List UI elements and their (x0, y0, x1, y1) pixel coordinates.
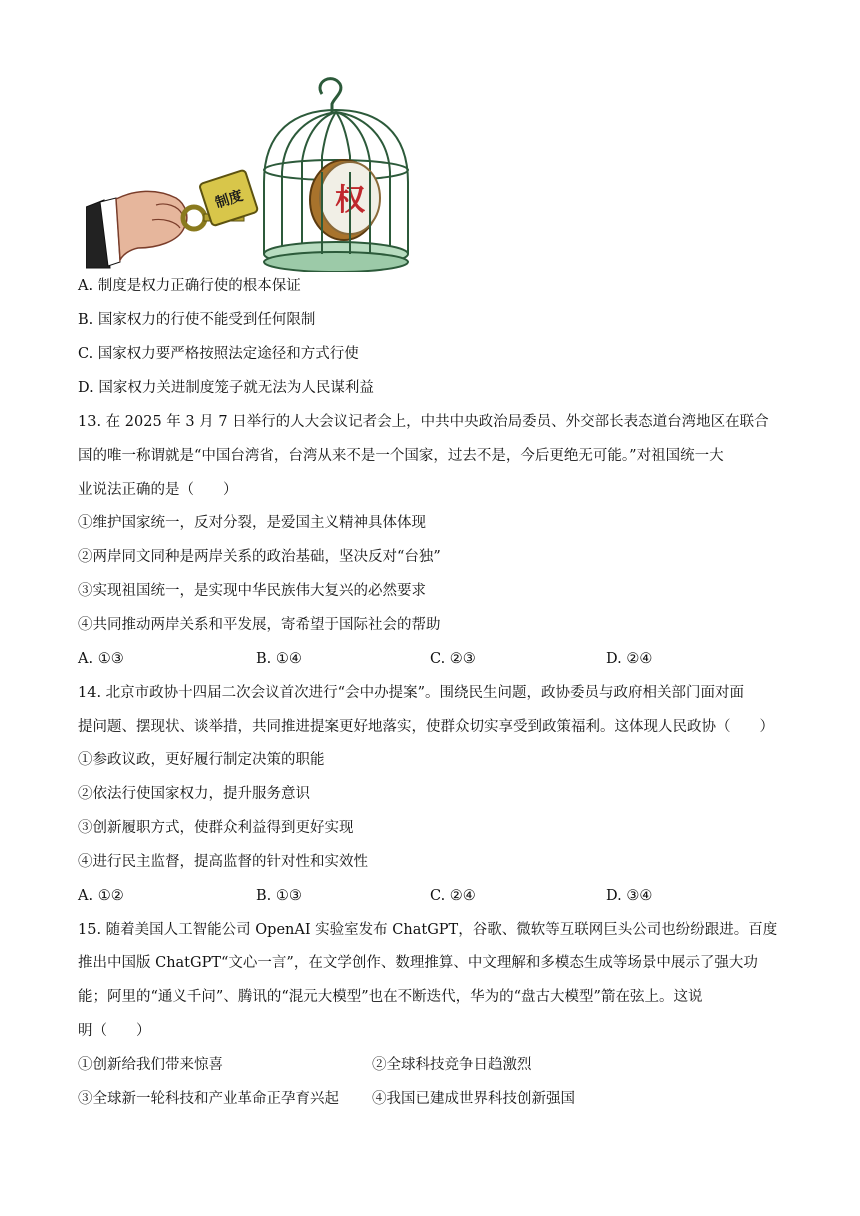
q13-statement-1: ①维护国家统一，反对分裂，是爱国主义精神具体体现 (78, 515, 426, 531)
cartoon-power-in-cage (86, 72, 446, 272)
q13-choice-a: A. ①③ (78, 651, 124, 667)
q14-statement-4: ④进行民主监督，提高监督的针对性和实效性 (78, 854, 368, 870)
hand-shape (116, 191, 187, 260)
q14-statement-3: ③创新履职方式，使群众利益得到更好实现 (78, 820, 354, 836)
q15-statement-2: ②全球科技竞争日趋激烈 (372, 1057, 532, 1073)
q13-statement-3: ③实现祖国统一，是实现中华民族伟大复兴的必然要求 (78, 583, 426, 599)
q13-choice-c: C. ②③ (430, 651, 476, 667)
q15-stem-line-4: 明（ ） (78, 1023, 151, 1039)
q15-statement-4: ④我国已建成世界科技创新强国 (372, 1091, 575, 1107)
q12-option-a: A. 制度是权力正确行使的根本保证 (78, 278, 301, 294)
q13-stem-line-1: 13. 在 2025 年 3 月 7 日举行的人大会议记者会上，中共中央政治局委员、外交部长表态道台湾地区在联合 (78, 414, 769, 430)
q15-stem-line-2: 推出中国版 ChatGPT“文心一言”，在文学创作、数理推算、中文理解和多模态生成等场景中展示了强大功 (78, 955, 758, 971)
q15-statement-3: ③全球新一轮科技和产业革命正孕育兴起 (78, 1091, 339, 1107)
q12-option-b: B. 国家权力的行使不能受到任何限制 (78, 312, 316, 328)
q15-statement-1: ①创新给我们带来惊喜 (78, 1057, 223, 1073)
q15-stem-line-3: 能；阿里的“通义千问”、腾讯的“混元大模型”也在不断迭代，华为的“盘古大模型”箭在弦上。这说 (78, 989, 703, 1005)
q15-stem-line-1: 15. 随着美国人工智能公司 OpenAI 实验室发布 ChatGPT，谷歌、微软等互联网巨头公司也纷纷跟进。百度 (78, 922, 778, 938)
lock-label: 制度 (213, 187, 246, 212)
q14-statement-2: ②依法行使国家权力，提升服务意识 (78, 786, 310, 802)
q13-stem-line-2: 国的唯一称谓就是“中国台湾省，台湾从来不是一个国家，过去不是，今后更绝无可能。”对祖国统一大 (78, 448, 724, 464)
q13-choice-b: B. ①④ (256, 651, 302, 667)
q13-statement-4: ④共同推动两岸关系和平发展，寄希望于国际社会的帮助 (78, 617, 441, 633)
q14-stem-line-2: 提问题、摆现状、谈举措，共同推进提案更好地落实，使群众切实享受到政策福利。这体现人民政协（ ） (78, 719, 774, 735)
q14-choice-a: A. ①② (78, 888, 124, 904)
q13-choice-d: D. ②④ (606, 651, 653, 667)
q12-option-c: C. 国家权力要严格按照法定途径和方式行使 (78, 346, 359, 362)
coin-label: 权 (335, 183, 365, 218)
q14-stem-line-1: 14. 北京市政协十四届二次会议首次进行“会中办提案”。围绕民生问题，政协委员与政府相关部门面对面 (78, 685, 744, 701)
q13-statement-2: ②两岸同文同种是两岸关系的政治基础，坚决反对“台独” (78, 549, 441, 565)
q14-choice-d: D. ③④ (606, 888, 653, 904)
q12-option-d: D. 国家权力关进制度笼子就无法为人民谋利益 (78, 380, 374, 396)
q13-stem-line-3: 业说法正确的是（ ） (78, 482, 238, 498)
q14-statement-1: ①参政议政，更好履行制定决策的职能 (78, 752, 325, 768)
q14-choice-c: C. ②④ (430, 888, 476, 904)
q14-choice-b: B. ①③ (256, 888, 302, 904)
